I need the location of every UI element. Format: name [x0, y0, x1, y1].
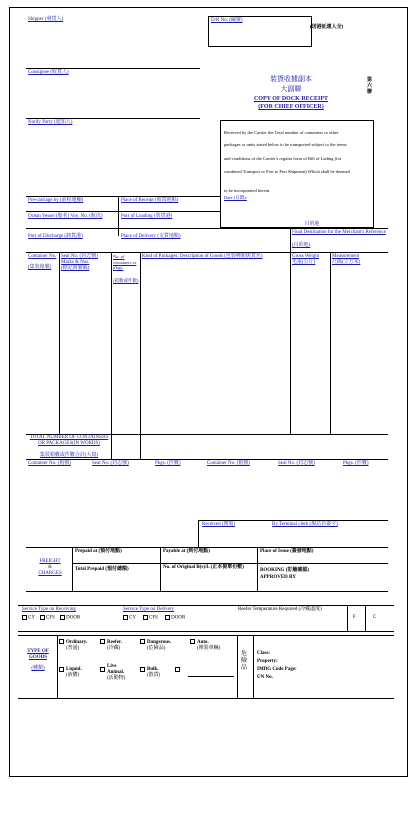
door-checkbox[interactable] [60, 615, 65, 620]
freight-col-1 [72, 547, 73, 591]
final-dest-top: 目的地 [304, 222, 320, 227]
ordinary-label: Ordinary. [66, 640, 88, 645]
bulk-label: Bulk. [147, 667, 159, 672]
reefer-divider-2 [365, 605, 366, 631]
total-cn: 集裝箱數或件數合計(大寫) [39, 453, 99, 458]
delivery-cy-checkbox[interactable] [123, 615, 128, 620]
notify-label: Notify Party (通知人) [28, 120, 73, 125]
class-label: Class: [257, 651, 271, 656]
freight-col-3 [257, 547, 258, 591]
received-top-line [198, 520, 388, 521]
goods-ordinary[interactable] [59, 639, 65, 646]
live-animal-checkbox[interactable] [100, 667, 105, 672]
goods-live-animal[interactable] [100, 667, 106, 674]
col-noof: No. of containers or p'kgs. [113, 254, 137, 270]
reefer-checkbox[interactable] [100, 639, 105, 644]
cy-checkbox[interactable] [22, 615, 27, 620]
place-issue-label: Place of Issue (簽發地點) [260, 549, 314, 554]
other-checkbox[interactable] [175, 667, 180, 672]
prepaid-at-label: Prepaid at (預付地點) [75, 549, 122, 554]
pre-carriage-label: Pre-carriage by (前程運輸) [28, 198, 84, 203]
reefer-temp-label: Reefer Temperature Required (冷藏溫度) [238, 607, 322, 612]
cfs-checkbox[interactable] [40, 615, 45, 620]
received-label: Received (實收) [202, 522, 236, 527]
port-loading-label: Port of Loading (裝貨港) [121, 214, 173, 219]
cont-row-pkgs-1: Pkgs. (件數) [155, 461, 181, 466]
routing-top-line [26, 196, 220, 197]
receipt-line-3: and conditions of the Carrier's regular form of Bill of Lading (for [224, 156, 342, 161]
dr-no-box [208, 16, 312, 47]
liquid-cn: (液體) [66, 673, 80, 678]
freight-label-2: & [48, 565, 52, 570]
goods-col-2 [237, 635, 238, 698]
service-bottom-line [18, 631, 394, 632]
title-en-1: COPY OF DOCK RECEIPT [253, 96, 329, 102]
no-original-label: No. of Original B(s)/L (正本提單份數) [163, 565, 244, 570]
type-goods-cn: (種類) [31, 666, 45, 671]
final-dest-label: Final Destination for the Merchant's Reference [292, 230, 386, 235]
consignee-divider [26, 118, 200, 119]
received-left-line [198, 520, 199, 547]
shipper-label: Shipper (發貨人) [28, 17, 64, 22]
cargo-col-line-1 [59, 252, 60, 434]
goods-bottom-line [18, 698, 394, 699]
delivery-door-checkbox[interactable] [165, 615, 170, 620]
bulk-checkbox[interactable] [140, 667, 145, 672]
total-prepaid-label: Total Prepaid (預付總額) [75, 567, 129, 572]
goods-auto[interactable] [190, 639, 196, 646]
freight-label-1: FREIGHT [39, 559, 61, 564]
goods-reefer[interactable] [100, 639, 106, 646]
reefer-divider-1 [347, 605, 348, 631]
freight-bottom-line [26, 591, 388, 592]
col-marks-cn: (標記與號碼) [61, 266, 90, 271]
freight-col-2 [160, 547, 161, 591]
cont-row-pkgs-2: Pkgs. (件數) [343, 461, 369, 466]
place-delivery-label: Place of Delivery (交貨地點) [121, 234, 181, 239]
receipt-box [220, 120, 374, 228]
dangerous-checkbox[interactable] [140, 639, 145, 644]
service-delivery-label: Service Type on Delivery [123, 607, 175, 612]
service-top-line [18, 605, 394, 606]
dangerous-cn: (危險品) [147, 646, 166, 651]
routing-divider-1 [118, 196, 119, 236]
cont-row-container-1: Container No. (箱號) [28, 461, 71, 466]
vessel-label: Ocean Vessel (船名) Voy. No. (航次) [28, 214, 103, 219]
goods-other[interactable] [175, 667, 181, 674]
final-dest-cn: (目的地) [292, 243, 311, 248]
col-marks: Marks & Nos. [61, 260, 90, 265]
cy-label: CY [28, 615, 35, 621]
place-receipt-label: Place of Receipt (收貨地點) [121, 198, 179, 203]
service-receiving-label: Service Type on Receiving [22, 607, 76, 612]
title-cn-1: 裝貨收據副本 [270, 75, 312, 83]
receipt-date: Date (日期): [224, 195, 247, 200]
cargo-col-line-5 [330, 252, 331, 434]
dr-no-label: D/R No. (編號) [211, 18, 243, 23]
ordinary-checkbox[interactable] [59, 639, 64, 644]
title-cn-2: 大副聯 [280, 85, 302, 93]
dangerous-label: Dangerous. [147, 640, 172, 645]
danger-vertical: 危險品 [241, 651, 248, 671]
dock-receipt-form [9, 7, 408, 777]
consignee-label: Consignee (收貨人) [28, 70, 69, 75]
cargo-col-line-2 [111, 252, 112, 459]
cfs-label: CFS [46, 615, 55, 621]
delivery-door-label: DOOR [171, 615, 186, 621]
cont-row-seal-2: Seal No. (封志號) [278, 461, 315, 466]
reefer-label: Reefer. [107, 640, 122, 645]
col-meas-cn: 尺碼(立方米) [332, 260, 361, 265]
goods-top-line [18, 635, 394, 636]
receipt-line-4: combined Transport or Port to Port Shipment) Which shall be deemed [224, 169, 350, 174]
routing-line-3 [26, 228, 388, 229]
col-gross-cn: 毛重(公斤) [292, 260, 316, 265]
total-label: TOTAL NUMBER OF CONTAINERS OR PACKAGES(IN WORDS) [29, 435, 109, 446]
receiving-options[interactable] [22, 615, 80, 622]
live-label: Live Animal. [107, 664, 125, 675]
goods-col-3 [253, 635, 254, 698]
cargo-col-line-4 [290, 252, 291, 434]
col-meas: Measurement [332, 254, 360, 259]
goods-bulk[interactable] [140, 667, 146, 674]
goods-dangerous[interactable] [140, 639, 146, 646]
terminal-clerk-label: By Terminal clerk (場站員簽字) [272, 522, 338, 527]
other-underline [188, 676, 234, 677]
routing-mid-line [26, 211, 220, 212]
goods-liquid[interactable] [59, 667, 65, 674]
totals-bottom-line [26, 459, 388, 460]
title-en-2: (FOR CHIEF OFFICER) [258, 104, 324, 110]
freight-top-line [26, 547, 388, 548]
col-container-cn: (集裝箱號) [28, 265, 52, 270]
cont-row-seal-1: Seal No. (封志號) [92, 461, 129, 466]
un-label: UN No. [257, 675, 273, 680]
vertical-copy-label: 第六聯 [367, 78, 373, 95]
col-seal: Seal No. (封志號) [61, 254, 98, 259]
auto-checkbox[interactable] [190, 639, 195, 644]
col-noof-cn: (箱數或件數) [113, 278, 139, 283]
live-cn: (活動物) [107, 676, 126, 681]
liquid-label: Liquid. [66, 667, 82, 672]
col-container: Container No. [28, 254, 57, 259]
type-goods-label: TYPE OF GOODS [27, 649, 49, 660]
payable-at-label: Payable at (到付地點) [163, 549, 210, 554]
ordinary-cn: (普通) [66, 646, 80, 651]
reefer-f: F [353, 615, 356, 620]
receipt-line-2: packages or units stated below to be transported subject to the terms [224, 142, 347, 147]
receipt-line-5: to be incorporated herein. [224, 188, 271, 193]
goods-col-1 [57, 635, 58, 698]
imdg-label: IMDG Code Page: [257, 667, 297, 672]
liquid-checkbox[interactable] [59, 667, 64, 672]
door-label: DOOR [66, 615, 81, 621]
port-discharge-label: Port of Discharge (卸貨港) [28, 234, 83, 239]
property-label: Property: [257, 659, 278, 664]
booking-label: BOOKING (訂艙確認) [260, 568, 310, 573]
delivery-cfs-label: CFS [149, 615, 158, 621]
delivery-cy-label: CY [129, 615, 136, 621]
auto-cn: (裸裝車輛) [197, 646, 221, 651]
cargo-col-line-3 [140, 252, 141, 459]
col-gross: Gross Weight [292, 254, 320, 259]
side-note: (送港託運人全) [310, 25, 344, 30]
col-kind: Kind of Packages; Description of Goods (包裝種類與貨名) [142, 254, 263, 259]
bulk-cn: (散貨) [147, 673, 161, 678]
receipt-line-1: Received by the Carrier the Total number of containers or other [224, 130, 339, 135]
freight-mid-line [72, 563, 388, 564]
auto-label: Auto. [197, 640, 209, 645]
cont-row-container-2: Container No. (箱號) [207, 461, 250, 466]
shipper-divider [26, 68, 200, 69]
freight-label-3: CHARGES [38, 571, 62, 576]
approved-label: APPROVED BY [260, 575, 296, 580]
delivery-cfs-checkbox[interactable] [143, 615, 148, 620]
cargo-header-top [26, 252, 388, 253]
reefer-c: C [373, 615, 377, 620]
reefer-cn: (冷藏) [107, 646, 121, 651]
delivery-options[interactable] [123, 615, 185, 622]
